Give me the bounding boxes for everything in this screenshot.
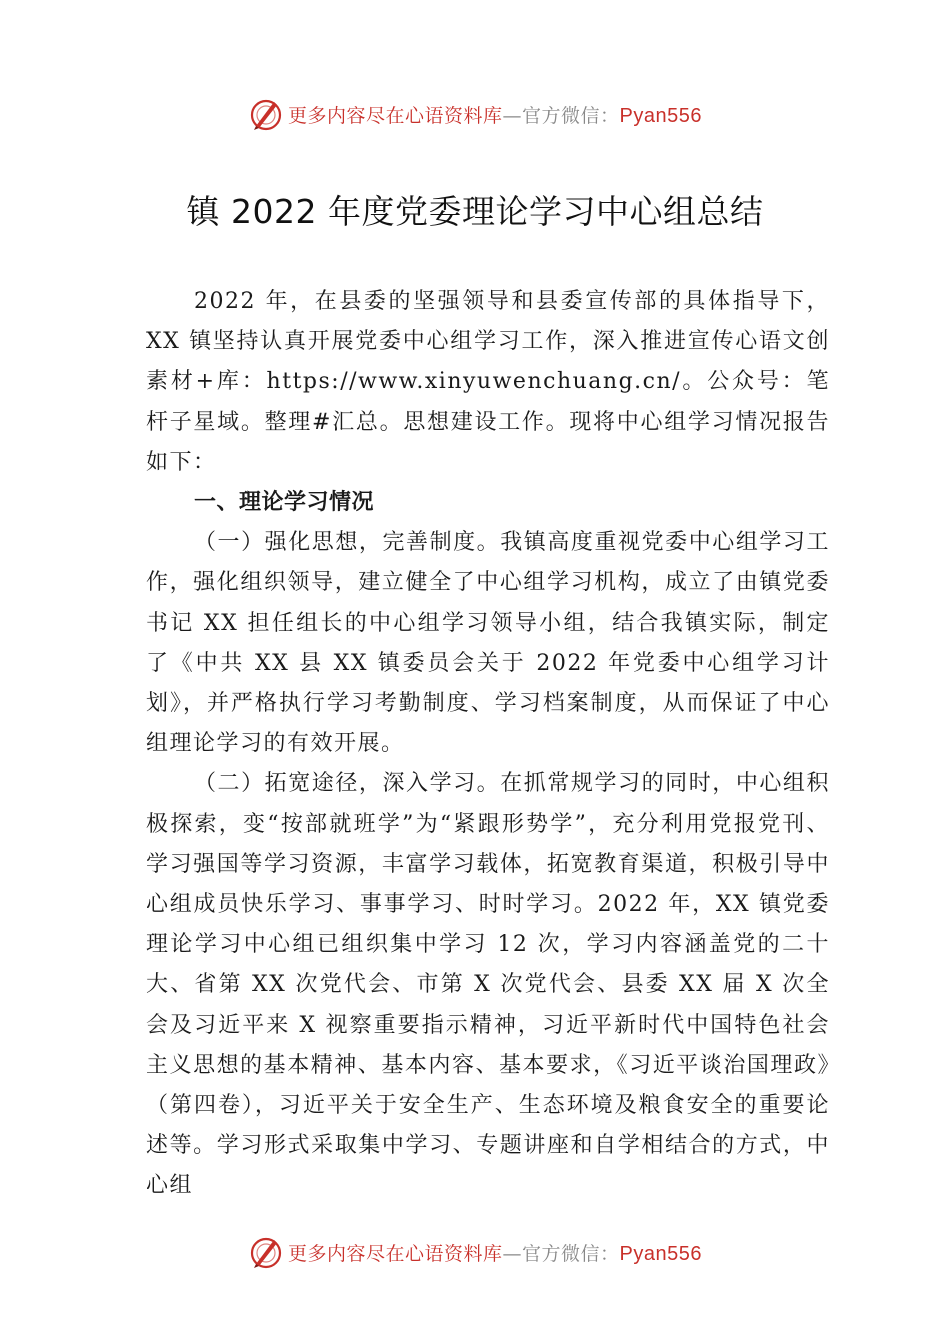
section-heading-theory-study: 一、理论学习情况 bbox=[194, 490, 375, 516]
watermark-dash: — bbox=[502, 104, 523, 127]
watermark-wechat-id: Pyan556 bbox=[619, 104, 702, 127]
watermark-brand-text: 更多内容尽在心语资料库 bbox=[288, 104, 503, 127]
footer-watermark-banner bbox=[0, 1230, 950, 1274]
document-body bbox=[146, 282, 830, 1207]
watermark-wechat-label: 官方微信： bbox=[522, 104, 620, 127]
watermark-brand-text: 更多内容尽在心语资料库 bbox=[288, 1242, 503, 1265]
header-watermark-banner bbox=[0, 92, 950, 136]
paragraph-strengthen-thought: （一）强化思想，完善制度。我镇高度重视党委中心组学习工作，强化组织领导，建立健全了中心组学习机构，成立了由镇党委书记 XX 担任组长的中心组学习领导小组，结合我镇实际，制定了《中共 XX 县 XX 镇委员会关于 2022 年党委中心组学习计划》，并严格执行学习考勤制度、学习档案制度，从而保证了中心组理论学习的有效开展。 bbox=[146, 530, 830, 757]
intro-paragraph: 2022 年，在县委的坚强领导和县委宣传部的具体指导下， XX 镇坚持认真开展党委中心组学习工作，深入推进宣传心语文创素材+库：https://www.xinyuwenchuang.cn/。公众号：笔杆子星域。整理#汇总。思想建设工作。现将中心组学习情况报告如下： bbox=[146, 289, 830, 475]
document-title: 镇 2022 年度党委理论学习中心组总结 bbox=[186, 192, 764, 231]
watermark-dash: — bbox=[502, 1242, 523, 1265]
paragraph-broaden-approach: （二）拓宽途径，深入学习。在抓常规学习的同时，中心组积极探索，变“按部就班学”为“紧跟形势学”，充分利用党报党刊、学习强国等学习资源，丰富学习载体，拓宽教育渠道，积极引导中心组成员快乐学习、事事学习、时时学习。2022 年，XX 镇党委理论学习中心组已组织集中学习 12 次，学习内容涵盖党的二十大、省第 XX 次党代会、市第 X 次党代会、县委 XX 届 X 次全会及习近平来 X 视察重要指示精神，习近平新时代中国特色社会主义思想的基本精神、基本内容、基本要求，《习近平谈治国理政》（第四卷），习近平关于安全生产、生态环境及粮食安全的重要论述等。学习形式采取集中学习、专题讲座和自学相结合的方式，中心组 bbox=[146, 771, 830, 1199]
watermark-wechat-label: 官方微信： bbox=[522, 1242, 620, 1265]
brush-logo-icon bbox=[248, 1234, 284, 1270]
watermark-wechat-id: Pyan556 bbox=[619, 1242, 702, 1265]
brush-logo-icon bbox=[248, 96, 284, 132]
